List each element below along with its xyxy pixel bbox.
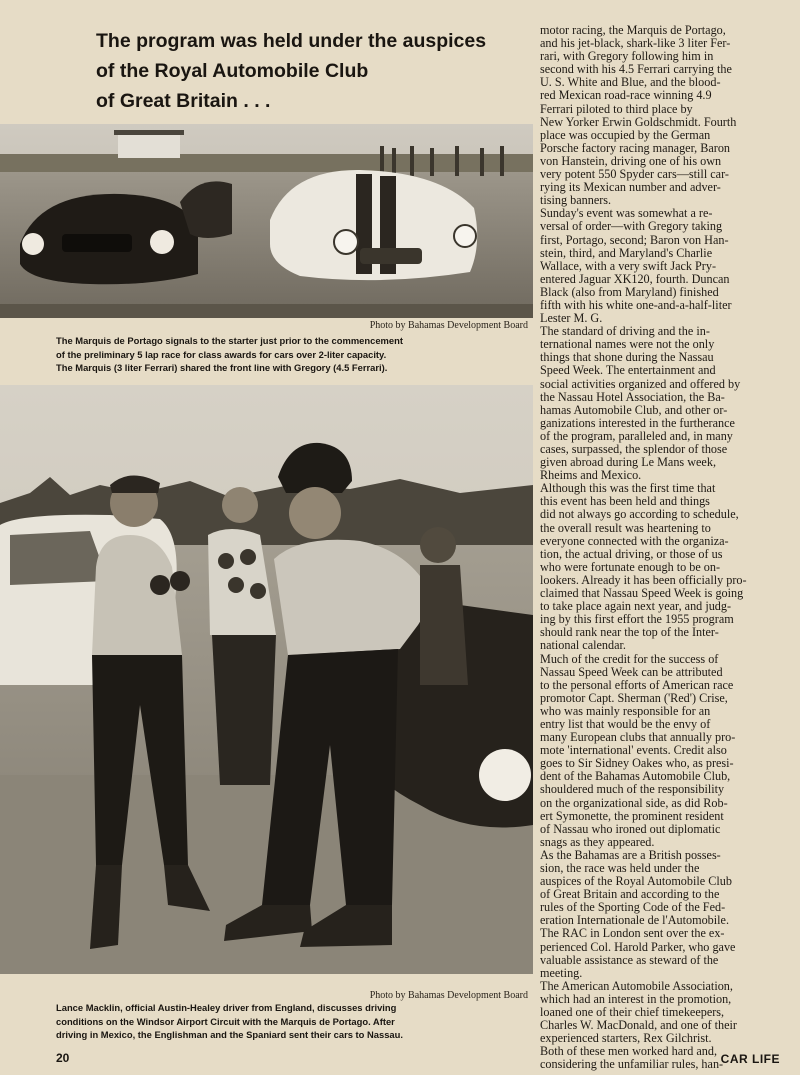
article-line: this event has been held and things (540, 495, 710, 509)
article-line: shouldered much of the responsibility (540, 783, 725, 797)
article-paragraph (540, 653, 778, 849)
article-line: very potent 550 Spyder cars—still car- (540, 168, 729, 182)
article-line: to take place again next year, and judg- (540, 600, 732, 614)
article-line: national calendar. (540, 639, 626, 653)
article-line: dent of the Bahamas Automobile Club, (540, 770, 731, 784)
article-line: snags as they appeared. (540, 835, 655, 849)
article-line: The American Automobile Association, (540, 979, 733, 993)
article-line: perienced Col. Harold Parker, who gave (540, 940, 736, 954)
article-line: As the Bahamas are a British posses- (540, 848, 721, 862)
article-line: rari, with Gregory following him in (540, 50, 714, 64)
article-line: cases, surpassed, the splendor of those (540, 443, 728, 456)
photo-caption (56, 1001, 526, 1042)
article-paragraph (540, 325, 778, 482)
article-paragraph (540, 24, 778, 207)
article-line: Wallace, with a very swift Jack Pry- (540, 259, 717, 273)
article-line: given abroad during Le Mans week, (540, 456, 716, 470)
pull-quote-line: of the Royal Automobile Club (96, 60, 369, 82)
article-line: ganizations interested in the furtherance (540, 416, 735, 430)
article-line: Nassau Speed Week can be attributed (540, 665, 723, 679)
pull-quote (96, 26, 516, 116)
article-line: rying its Mexican number and adver- (540, 181, 721, 195)
article-line: to the personal efforts of American race (540, 678, 734, 692)
article-line: ert Symonette, the prominent resident (540, 809, 724, 823)
article-paragraph (540, 482, 778, 652)
article-line: U. S. White and Blue, and the blood- (540, 76, 721, 90)
article-line: entered Jaguar XK120, fourth. Duncan (540, 272, 730, 286)
article-line: The RAC in London sent over the ex- (540, 927, 725, 941)
article-line: Rheims and Mexico. (540, 469, 642, 483)
article-line: who were fortunate enough to be on- (540, 560, 721, 574)
article-line: second with his 4.5 Ferrari carrying the (540, 63, 732, 77)
article-body (540, 24, 778, 1072)
caption-line: Lance Macklin, official Austin-Healey driver from England, discusses driving (56, 1002, 397, 1013)
article-line: Lester M. G. (540, 312, 603, 326)
caption-line: of the preliminary 5 lap race for class awards for cars over 2-liter capacity. (56, 348, 387, 360)
article-line: goes to Sir Sidney Oakes who, as presi- (540, 757, 734, 771)
article-line: lookers. Already it has been officially pro- (540, 573, 747, 587)
article-line: many European clubs that annually pro- (540, 731, 736, 745)
article-line: Porsche factory racing manager, Baron (540, 141, 731, 155)
article-line: Although this was the first time that (540, 482, 716, 496)
article-line: on the organizational side, as did Rob- (540, 796, 728, 810)
article-line: ternational names were not the only (540, 338, 715, 352)
article-line: mote 'international' events. Credit also (540, 744, 727, 758)
article-line: sion, the race was held under the (540, 862, 700, 875)
article-line: stein, third, and Maryland's Charlie (540, 246, 713, 260)
photo-credit: Photo by Bahamas Development Board (369, 320, 528, 331)
article-line: the Nassau Hotel Association, the Ba- (540, 390, 725, 404)
article-line: promotor Capt. Sherman ('Red') Crise, (540, 691, 728, 705)
article-line: entry list that would be the envy of (540, 717, 711, 731)
article-line: social activities organized and offered by (540, 377, 741, 391)
article-line: experienced starters, Rex Gilchrist. (540, 1032, 712, 1046)
article-line: things that shone during the Nassau (540, 351, 714, 365)
caption-line: driving in Mexico, the Englishman and the Spaniard sent their cars to Nassau. (56, 1029, 403, 1041)
article-line: everyone connected with the organiza- (540, 534, 729, 548)
article-line: The standard of driving and the in- (540, 325, 710, 339)
article-line: which had an interest in the promotion, (540, 992, 732, 1006)
pull-quote-line: The program was held under the auspices (96, 30, 487, 52)
article-line: first, Portago, second; Baron von Han- (540, 233, 729, 247)
article-line: the overall result was heartening to (540, 521, 711, 535)
article-line: New Yorker Erwin Goldschmidt. Fourth (540, 115, 737, 129)
pull-quote-line: of Great Britain . . . (96, 90, 271, 112)
article-line: red Mexican road-race winning 4.9 (540, 89, 712, 103)
article-line: considering the unfamiliar rules, han- (540, 1058, 724, 1072)
article-line: Much of the credit for the success of (540, 652, 719, 666)
photo-caption (56, 334, 526, 375)
caption-line: The Marquis de Portago signals to the starter just prior to the commencement (56, 335, 403, 346)
caption-line: The Marquis (3 liter Ferrari) shared the front line with Gregory (4.5 Ferrari). (56, 362, 388, 374)
article-line: loaned one of their chief timekeepers, (540, 1006, 725, 1020)
article-line: meeting. (540, 966, 583, 980)
photo-credit: Photo by Bahamas Development Board (369, 990, 528, 1001)
article-line: hamas Automobile Club, and other or- (540, 403, 728, 417)
article-line: tion, the actual driving, or those of us (540, 547, 723, 561)
article-line: who was mainly responsible for an (540, 704, 711, 718)
article-line: motor racing, the Marquis de Portago, (540, 24, 726, 37)
article-line: place was occupied by the German (540, 128, 711, 142)
article-line: should rank near the top of the Inter- (540, 626, 719, 640)
article-line: ing by this first effort the 1955 program (540, 613, 734, 627)
race-start-photo (0, 124, 533, 318)
article-line: Ferrari piloted to third place by (540, 102, 693, 116)
article-line: Black (also from Maryland) finished (540, 285, 719, 299)
magazine-name: CAR LIFE (720, 1052, 780, 1066)
article-line: of Nassau who ironed out diplomatic (540, 822, 721, 836)
article-line: eration Internationale de l'Automobile. (540, 914, 730, 928)
article-line: valuable assistance as steward of the (540, 953, 719, 967)
article-line: versal of order—with Gregory taking (540, 220, 723, 234)
article-paragraph (540, 207, 778, 325)
article-line: of the program, paralleled and, in many (540, 429, 733, 443)
article-line: and his jet-black, shark-like 3 liter Fer- (540, 37, 731, 51)
article-line: tising banners. (540, 194, 612, 208)
article-line: Speed Week. The entertainment and (540, 364, 716, 378)
article-line: Charles W. MacDonald, and one of their (540, 1019, 737, 1033)
page-number: 20 (56, 1051, 70, 1065)
article-line: auspices of the Royal Automobile Club (540, 875, 732, 889)
article-line: fifth with his white one-and-a-half-liter (540, 298, 732, 312)
caption-line: conditions on the Windsor Airport Circuit with the Marquis de Portago. After (56, 1015, 395, 1027)
article-line: of Great Britain and according to the (540, 888, 720, 902)
article-line: rules of the Sporting Code of the Fed- (540, 901, 726, 915)
article-line: Both of these men worked hard and, (540, 1045, 718, 1059)
drivers-photo (0, 385, 533, 974)
article-line: von Hanstein, driving one of his own (540, 154, 722, 168)
article-line: Sunday's event was somewhat a re- (540, 207, 713, 221)
article-line: did not always go according to schedule, (540, 508, 739, 522)
article-line: claimed that Nassau Speed Week is going (540, 587, 744, 601)
article-paragraph (540, 849, 778, 980)
